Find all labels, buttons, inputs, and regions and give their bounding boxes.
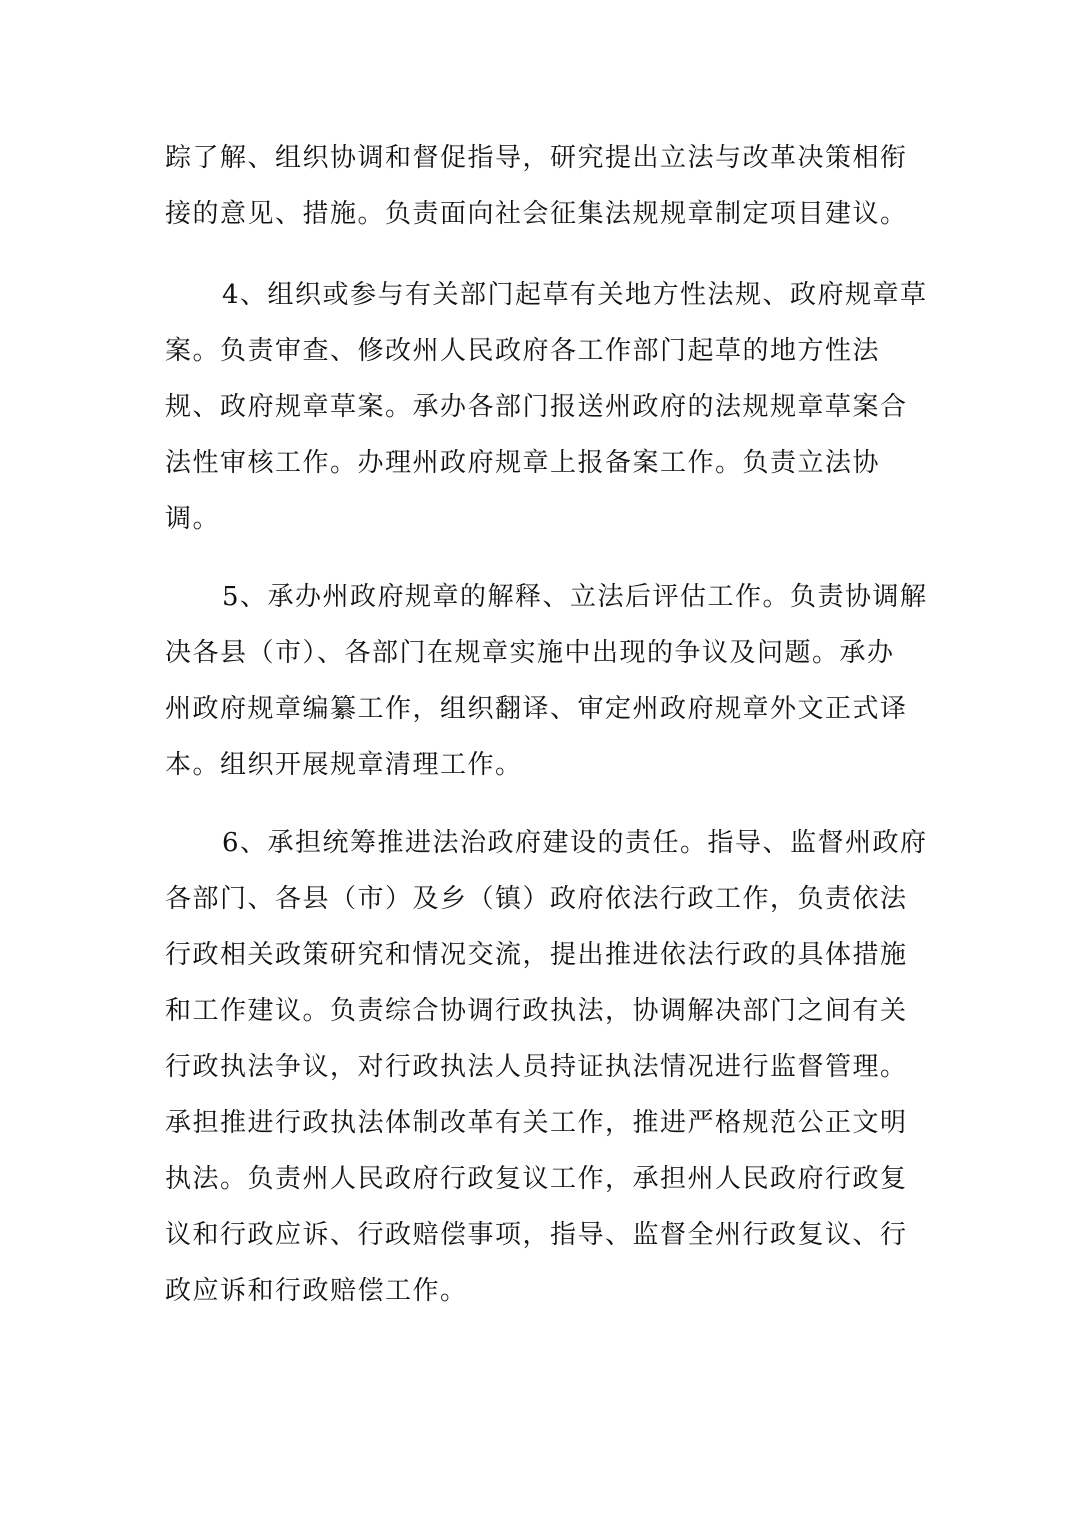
paragraph-item-6 xyxy=(165,815,928,1319)
text-line: 行政执法争议，对行政执法人员持证执法情况进行监督管理。 xyxy=(165,1052,908,1082)
text-line: 决各县（市）、各部门在规章实施中出现的争议及问题。承办 xyxy=(165,638,895,668)
text-line: 承担推进行政执法体制改革有关工作，推进严格规范公正文明 xyxy=(165,1108,908,1138)
text-line: 调。 xyxy=(165,504,221,534)
paragraph-item-5 xyxy=(165,569,928,793)
text-line: 政应诉和行政赔偿工作。 xyxy=(165,1276,468,1306)
text-line: 接的意见、措施。负责面向社会征集法规规章制定项目建议。 xyxy=(165,199,908,229)
text-line: 6、承担统筹推进法治政府建设的责任。指导、监督州政府 xyxy=(222,828,928,858)
text-line: 州政府规章编纂工作，组织翻译、审定州政府规章外文正式译 xyxy=(165,694,908,724)
text-line: 各部门、各县（市）及乡（镇）政府依法行政工作，负责依法 xyxy=(165,884,908,914)
text-line: 法性审核工作。办理州政府规章上报备案工作。负责立法协 xyxy=(165,448,881,478)
paragraph-item-4 xyxy=(165,267,928,547)
text-line: 本。组织开展规章清理工作。 xyxy=(165,750,523,780)
paragraph-continuation xyxy=(165,130,925,242)
text-line: 执法。负责州人民政府行政复议工作，承担州人民政府行政复 xyxy=(165,1164,908,1194)
text-line: 案。负责审查、修改州人民政府各工作部门起草的地方性法 xyxy=(165,336,881,366)
text-line: 4、组织或参与有关部门起草有关地方性法规、政府规章草 xyxy=(222,280,928,310)
text-line: 行政相关政策研究和情况交流，提出推进依法行政的具体措施 xyxy=(165,940,908,970)
text-line: 5、承办州政府规章的解释、立法后评估工作。负责协调解 xyxy=(222,582,928,612)
text-line: 踪了解、组织协调和督促指导，研究提出立法与改革决策相衔 xyxy=(165,143,908,173)
text-line: 规、政府规章草案。承办各部门报送州政府的法规规章草案合 xyxy=(165,392,908,422)
text-line: 议和行政应诉、行政赔偿事项，指导、监督全州行政复议、行 xyxy=(165,1220,908,1250)
text-line: 和工作建议。负责综合协调行政执法，协调解决部门之间有关 xyxy=(165,996,908,1026)
